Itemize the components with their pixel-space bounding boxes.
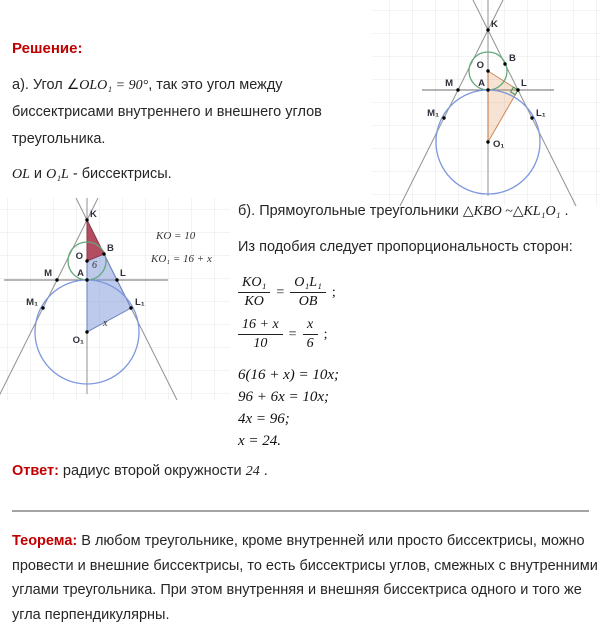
bisector-conj: и [30,166,46,182]
fraction-numerator: O₁L₁ [290,275,326,293]
angle-olo1-math: ∠OLO₁ = 90° [67,78,148,93]
part-b-line1 [238,203,569,220]
point-O [85,259,88,262]
part-a-line2: биссектрисами внутреннего и внешнего углов [12,99,372,126]
equation-line: 96 + 6x = 10x; [238,389,329,406]
part-b-block [238,203,600,463]
ko1-annotation: KO₁ = 16 + x [150,253,212,265]
part-a-line1-suffix: , так это угол между [148,77,282,93]
point-L1 [129,306,132,309]
point-O [486,69,489,72]
theorem-line1-rest: В любом треугольнике, кроме внутренней или просто биссектрисы, можно [77,533,584,549]
theorem-block [12,529,597,627]
small-radius-label: 6 [92,260,97,271]
point-label-M: M [445,78,453,89]
semicolon: ; [324,327,328,343]
fraction-16x-10 [238,317,283,352]
diagram-similar-triangles [0,198,230,400]
point-M [55,278,58,281]
similar-triangles-math: △KBO ~△KL₁O₁ [463,204,561,219]
point-K [85,218,88,221]
fraction-numerator: KO₁ [238,275,270,293]
point-L1 [530,116,533,119]
semicolon: ; [332,285,336,301]
point-A [85,278,88,281]
theorem-line1 [12,529,597,554]
point-B [102,252,105,255]
point-L [115,278,118,281]
point-K [486,28,489,31]
part-a-paragraph [12,72,372,153]
solution-heading: Решение: [12,40,82,57]
part-a-line3: треугольника. [12,126,372,153]
grid-background [372,0,600,206]
point-label-L1: L₁ [135,297,145,308]
point-label-K: K [491,19,498,30]
point-M [456,88,459,91]
part-b-line2: Из подобия следует пропорциональность сторон: [238,239,573,255]
point-label-O: O [76,251,83,262]
point-label-O1: O₁ [73,335,84,346]
ko-annotation: KO = 10 [155,230,196,242]
point-label-M1: M₁ [427,108,439,119]
point-label-A: A [478,78,485,89]
bisector-o1l-math: O₁L [46,167,69,182]
point-label-O: O [477,60,484,71]
theorem-line4: угла перпендикулярны. [12,603,597,627]
part-b-line1-prefix: б). Прямоугольные треугольники [238,203,463,219]
answer-text: радиус второй окружности [59,463,246,479]
part-a-line1 [12,72,372,99]
answer-label: Ответ: [12,463,59,479]
part-a-line1-prefix: а). Угол [12,77,67,93]
fraction-ko1-ko [238,275,270,310]
equation-line: 6(16 + x) = 10x; [238,367,339,384]
equation-line: x = 24. [238,433,281,450]
diagram-top-svg [372,0,600,206]
horizontal-divider [12,510,589,512]
point-O1 [85,330,88,333]
point-label-M: M [44,268,52,279]
fraction-denominator: 10 [238,335,283,352]
equation-line: 4x = 96; [238,411,290,428]
fraction-denominator: KO [238,293,270,310]
point-A [486,88,489,91]
point-label-O1: O₁ [493,139,504,150]
point-label-L: L [120,268,126,279]
fraction-numerator: 16 + x [238,317,283,335]
proportion-2 [238,317,327,352]
big-radius-label: x [102,318,108,329]
point-label-M1: M₁ [26,297,38,308]
theorem-line3: углами треугольника. При этом внутренняя и внешняя биссектриса одного и того же [12,578,597,603]
fraction-denominator: OB [290,293,326,310]
answer-value: 24 [246,464,260,479]
point-label-B: B [107,243,114,254]
equals-sign: = [276,285,284,301]
diagram-bisectors-overview [372,0,600,206]
point-label-L1: L₁ [536,108,546,119]
bisector-ol-math: OL [12,167,30,182]
point-L [516,88,519,91]
equals-sign: = [289,327,297,343]
point-label-B: B [509,53,516,64]
point-O1 [486,140,489,143]
point-label-L: L [521,78,527,89]
answer-end: . [260,463,268,479]
point-M1 [442,116,445,119]
proportion-1 [238,275,336,310]
bisector-suffix: - биссектрисы. [69,166,172,182]
point-label-A: A [77,268,84,279]
diagram-left-svg [0,198,230,400]
fraction-o1l1-ob [290,275,326,310]
point-label-K: K [90,209,97,220]
fraction-x-6 [303,317,318,352]
point-M1 [41,306,44,309]
bisectors-statement [12,166,172,183]
theorem-line2: провести и внешние биссектрисы, то есть биссектрисы углов, смежных с внутренними [12,554,597,579]
answer-line [12,463,268,480]
fraction-denominator: 6 [303,335,318,352]
fraction-numerator: x [303,317,318,335]
theorem-label: Теорема: [12,533,77,549]
point-B [503,62,506,65]
part-b-line1-suffix: . [560,203,568,219]
